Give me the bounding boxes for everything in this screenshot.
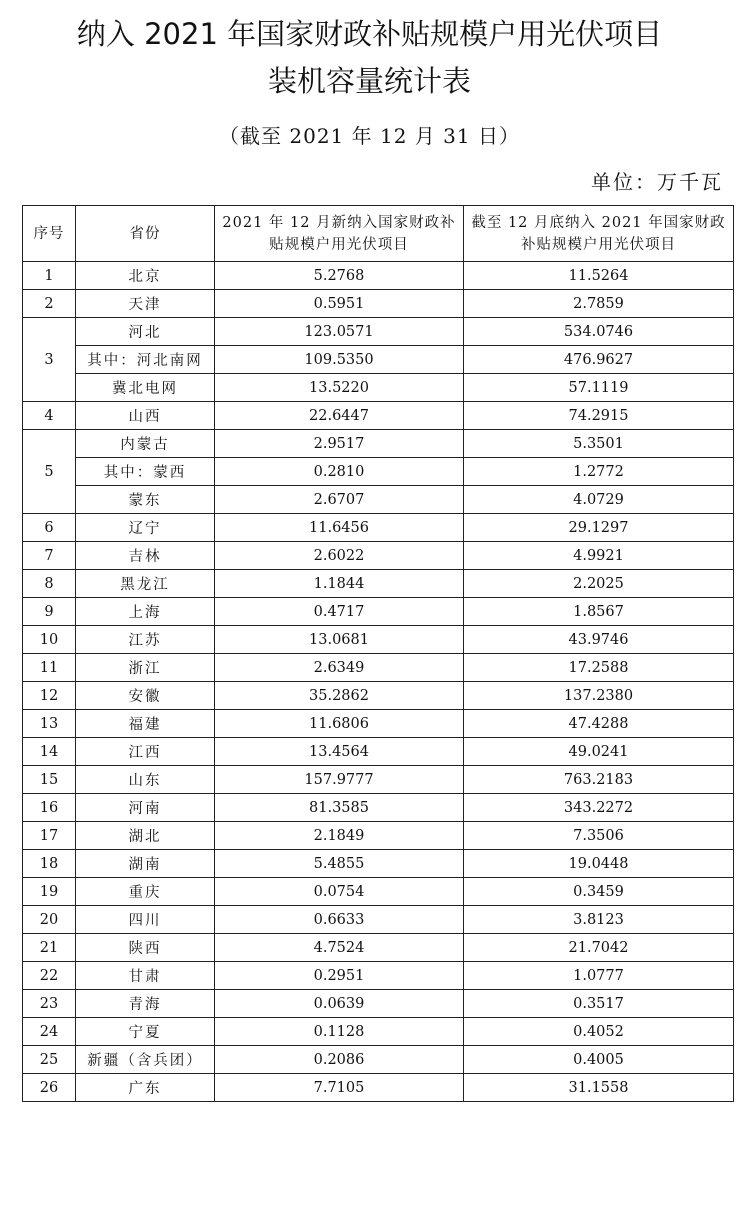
- cell-cumulative: 0.4005: [464, 1046, 734, 1074]
- cell-cumulative: 763.2183: [464, 766, 734, 794]
- cell-province: 江苏: [76, 626, 215, 654]
- cell-province: 辽宁: [76, 514, 215, 542]
- cell-province: 上海: [76, 598, 215, 626]
- document-title-line1: 纳入 2021 年国家财政补贴规模户用光伏项目: [76, 17, 663, 51]
- cell-cumulative: 0.4052: [464, 1018, 734, 1046]
- cell-december-new: 13.5220: [215, 374, 464, 402]
- cell-december-new: 0.6633: [215, 906, 464, 934]
- cell-december-new: 13.4564: [215, 738, 464, 766]
- cell-cumulative: 137.2380: [464, 682, 734, 710]
- cell-province: 湖南: [76, 850, 215, 878]
- cell-december-new: 4.7524: [215, 934, 464, 962]
- table-row: [23, 654, 734, 682]
- table-row: [23, 850, 734, 878]
- cell-december-new: 2.6707: [215, 486, 464, 514]
- cell-province: 山西: [76, 402, 215, 430]
- cell-seq: 3: [23, 318, 76, 402]
- cell-cumulative: 7.3506: [464, 822, 734, 850]
- cell-province: 四川: [76, 906, 215, 934]
- cell-cumulative: 4.0729: [464, 486, 734, 514]
- table-row: [23, 430, 734, 458]
- cell-province: 冀北电网: [76, 374, 215, 402]
- table-row: [23, 262, 734, 290]
- cell-seq: 2: [23, 290, 76, 318]
- cell-seq: 17: [23, 822, 76, 850]
- cell-december-new: 2.1849: [215, 822, 464, 850]
- cell-december-new: 0.2951: [215, 962, 464, 990]
- cell-cumulative: 49.0241: [464, 738, 734, 766]
- cell-cumulative: 19.0448: [464, 850, 734, 878]
- table-row: [23, 794, 734, 822]
- cell-december-new: 1.1844: [215, 570, 464, 598]
- table-row: [23, 374, 734, 402]
- table-row: [23, 542, 734, 570]
- cell-december-new: 109.5350: [215, 346, 464, 374]
- cell-province: 湖北: [76, 822, 215, 850]
- table-row: [23, 402, 734, 430]
- table-row: [23, 710, 734, 738]
- table-row: [23, 458, 734, 486]
- cell-cumulative: 5.3501: [464, 430, 734, 458]
- table-row: [23, 570, 734, 598]
- table-row: [23, 1046, 734, 1074]
- table-row: [23, 626, 734, 654]
- cell-cumulative: 74.2915: [464, 402, 734, 430]
- cell-cumulative: 21.7042: [464, 934, 734, 962]
- cell-province: 浙江: [76, 654, 215, 682]
- cell-cumulative: 43.9746: [464, 626, 734, 654]
- cell-province: 吉林: [76, 542, 215, 570]
- cell-seq: 12: [23, 682, 76, 710]
- cell-cumulative: 2.7859: [464, 290, 734, 318]
- header-cumulative: 截至 12 月底纳入 2021 年国家财政补贴规模户用光伏项目: [464, 206, 734, 262]
- cell-cumulative: 31.1558: [464, 1074, 734, 1102]
- cell-december-new: 0.0639: [215, 990, 464, 1018]
- table-row: [23, 822, 734, 850]
- table-header-row: [23, 206, 734, 262]
- table-body: [23, 262, 734, 1102]
- table-row: [23, 346, 734, 374]
- table-row: [23, 738, 734, 766]
- document-subtitle-date: （截至 2021 年 12 月 31 日）: [219, 124, 520, 148]
- table-row: [23, 906, 734, 934]
- cell-cumulative: 11.5264: [464, 262, 734, 290]
- cell-seq: 13: [23, 710, 76, 738]
- cell-december-new: 11.6456: [215, 514, 464, 542]
- table-row: [23, 598, 734, 626]
- cell-seq: 24: [23, 1018, 76, 1046]
- table-row: [23, 1074, 734, 1102]
- header-seq: 序号: [23, 206, 76, 262]
- cell-province: 蒙东: [76, 486, 215, 514]
- cell-seq: 11: [23, 654, 76, 682]
- cell-december-new: 0.4717: [215, 598, 464, 626]
- cell-province: 甘肃: [76, 962, 215, 990]
- header-december-new: 2021 年 12 月新纳入国家财政补贴规模户用光伏项目: [215, 206, 464, 262]
- cell-seq: 15: [23, 766, 76, 794]
- table-row: [23, 990, 734, 1018]
- cell-seq: 18: [23, 850, 76, 878]
- cell-seq: 9: [23, 598, 76, 626]
- cell-cumulative: 4.9921: [464, 542, 734, 570]
- table-row: [23, 682, 734, 710]
- cell-seq: 4: [23, 402, 76, 430]
- header-province: 省份: [76, 206, 215, 262]
- table-row: [23, 514, 734, 542]
- cell-cumulative: 47.4288: [464, 710, 734, 738]
- cell-province: 陕西: [76, 934, 215, 962]
- cell-december-new: 22.6447: [215, 402, 464, 430]
- cell-cumulative: 0.3459: [464, 878, 734, 906]
- cell-seq: 6: [23, 514, 76, 542]
- cell-seq: 10: [23, 626, 76, 654]
- cell-province: 新疆（含兵团）: [76, 1046, 215, 1074]
- capacity-statistics-table: [22, 205, 734, 1102]
- cell-december-new: 13.0681: [215, 626, 464, 654]
- table-row: [23, 486, 734, 514]
- cell-province: 宁夏: [76, 1018, 215, 1046]
- cell-province: 重庆: [76, 878, 215, 906]
- cell-december-new: 5.2768: [215, 262, 464, 290]
- cell-december-new: 0.0754: [215, 878, 464, 906]
- cell-province: 广东: [76, 1074, 215, 1102]
- cell-cumulative: 476.9627: [464, 346, 734, 374]
- cell-december-new: 2.6349: [215, 654, 464, 682]
- table-row: [23, 290, 734, 318]
- cell-cumulative: 3.8123: [464, 906, 734, 934]
- cell-seq: 22: [23, 962, 76, 990]
- cell-seq: 7: [23, 542, 76, 570]
- table-row: [23, 962, 734, 990]
- cell-province: 山东: [76, 766, 215, 794]
- cell-province: 河北: [76, 318, 215, 346]
- cell-province: 内蒙古: [76, 430, 215, 458]
- cell-december-new: 157.9777: [215, 766, 464, 794]
- cell-seq: 25: [23, 1046, 76, 1074]
- cell-december-new: 5.4855: [215, 850, 464, 878]
- document-title-line2: 装机容量统计表: [267, 64, 471, 98]
- cell-december-new: 35.2862: [215, 682, 464, 710]
- cell-december-new: 11.6806: [215, 710, 464, 738]
- cell-seq: 1: [23, 262, 76, 290]
- cell-cumulative: 1.0777: [464, 962, 734, 990]
- cell-cumulative: 57.1119: [464, 374, 734, 402]
- cell-province: 江西: [76, 738, 215, 766]
- cell-province: 北京: [76, 262, 215, 290]
- cell-province: 天津: [76, 290, 215, 318]
- cell-seq: 5: [23, 430, 76, 514]
- cell-province: 河南: [76, 794, 215, 822]
- cell-seq: 20: [23, 906, 76, 934]
- cell-december-new: 2.6022: [215, 542, 464, 570]
- cell-december-new: 2.9517: [215, 430, 464, 458]
- table-row: [23, 1018, 734, 1046]
- cell-seq: 16: [23, 794, 76, 822]
- cell-cumulative: 17.2588: [464, 654, 734, 682]
- cell-seq: 14: [23, 738, 76, 766]
- cell-province: 青海: [76, 990, 215, 1018]
- cell-province: 其中：蒙西: [76, 458, 215, 486]
- cell-december-new: 0.2086: [215, 1046, 464, 1074]
- cell-cumulative: 1.8567: [464, 598, 734, 626]
- cell-province: 安徽: [76, 682, 215, 710]
- cell-december-new: 123.0571: [215, 318, 464, 346]
- cell-cumulative: 1.2772: [464, 458, 734, 486]
- cell-seq: 26: [23, 1074, 76, 1102]
- cell-december-new: 0.5951: [215, 290, 464, 318]
- cell-december-new: 0.1128: [215, 1018, 464, 1046]
- cell-december-new: 0.2810: [215, 458, 464, 486]
- cell-province: 其中：河北南网: [76, 346, 215, 374]
- cell-cumulative: 2.2025: [464, 570, 734, 598]
- cell-seq: 23: [23, 990, 76, 1018]
- cell-seq: 21: [23, 934, 76, 962]
- cell-seq: 19: [23, 878, 76, 906]
- cell-province: 黑龙江: [76, 570, 215, 598]
- cell-cumulative: 343.2272: [464, 794, 734, 822]
- cell-seq: 8: [23, 570, 76, 598]
- cell-cumulative: 29.1297: [464, 514, 734, 542]
- table-row: [23, 766, 734, 794]
- table-row: [23, 878, 734, 906]
- table-row: [23, 318, 734, 346]
- cell-cumulative: 534.0746: [464, 318, 734, 346]
- unit-label: 单位：万千瓦: [591, 170, 723, 194]
- cell-province: 福建: [76, 710, 215, 738]
- cell-december-new: 7.7105: [215, 1074, 464, 1102]
- cell-cumulative: 0.3517: [464, 990, 734, 1018]
- cell-december-new: 81.3585: [215, 794, 464, 822]
- table-row: [23, 934, 734, 962]
